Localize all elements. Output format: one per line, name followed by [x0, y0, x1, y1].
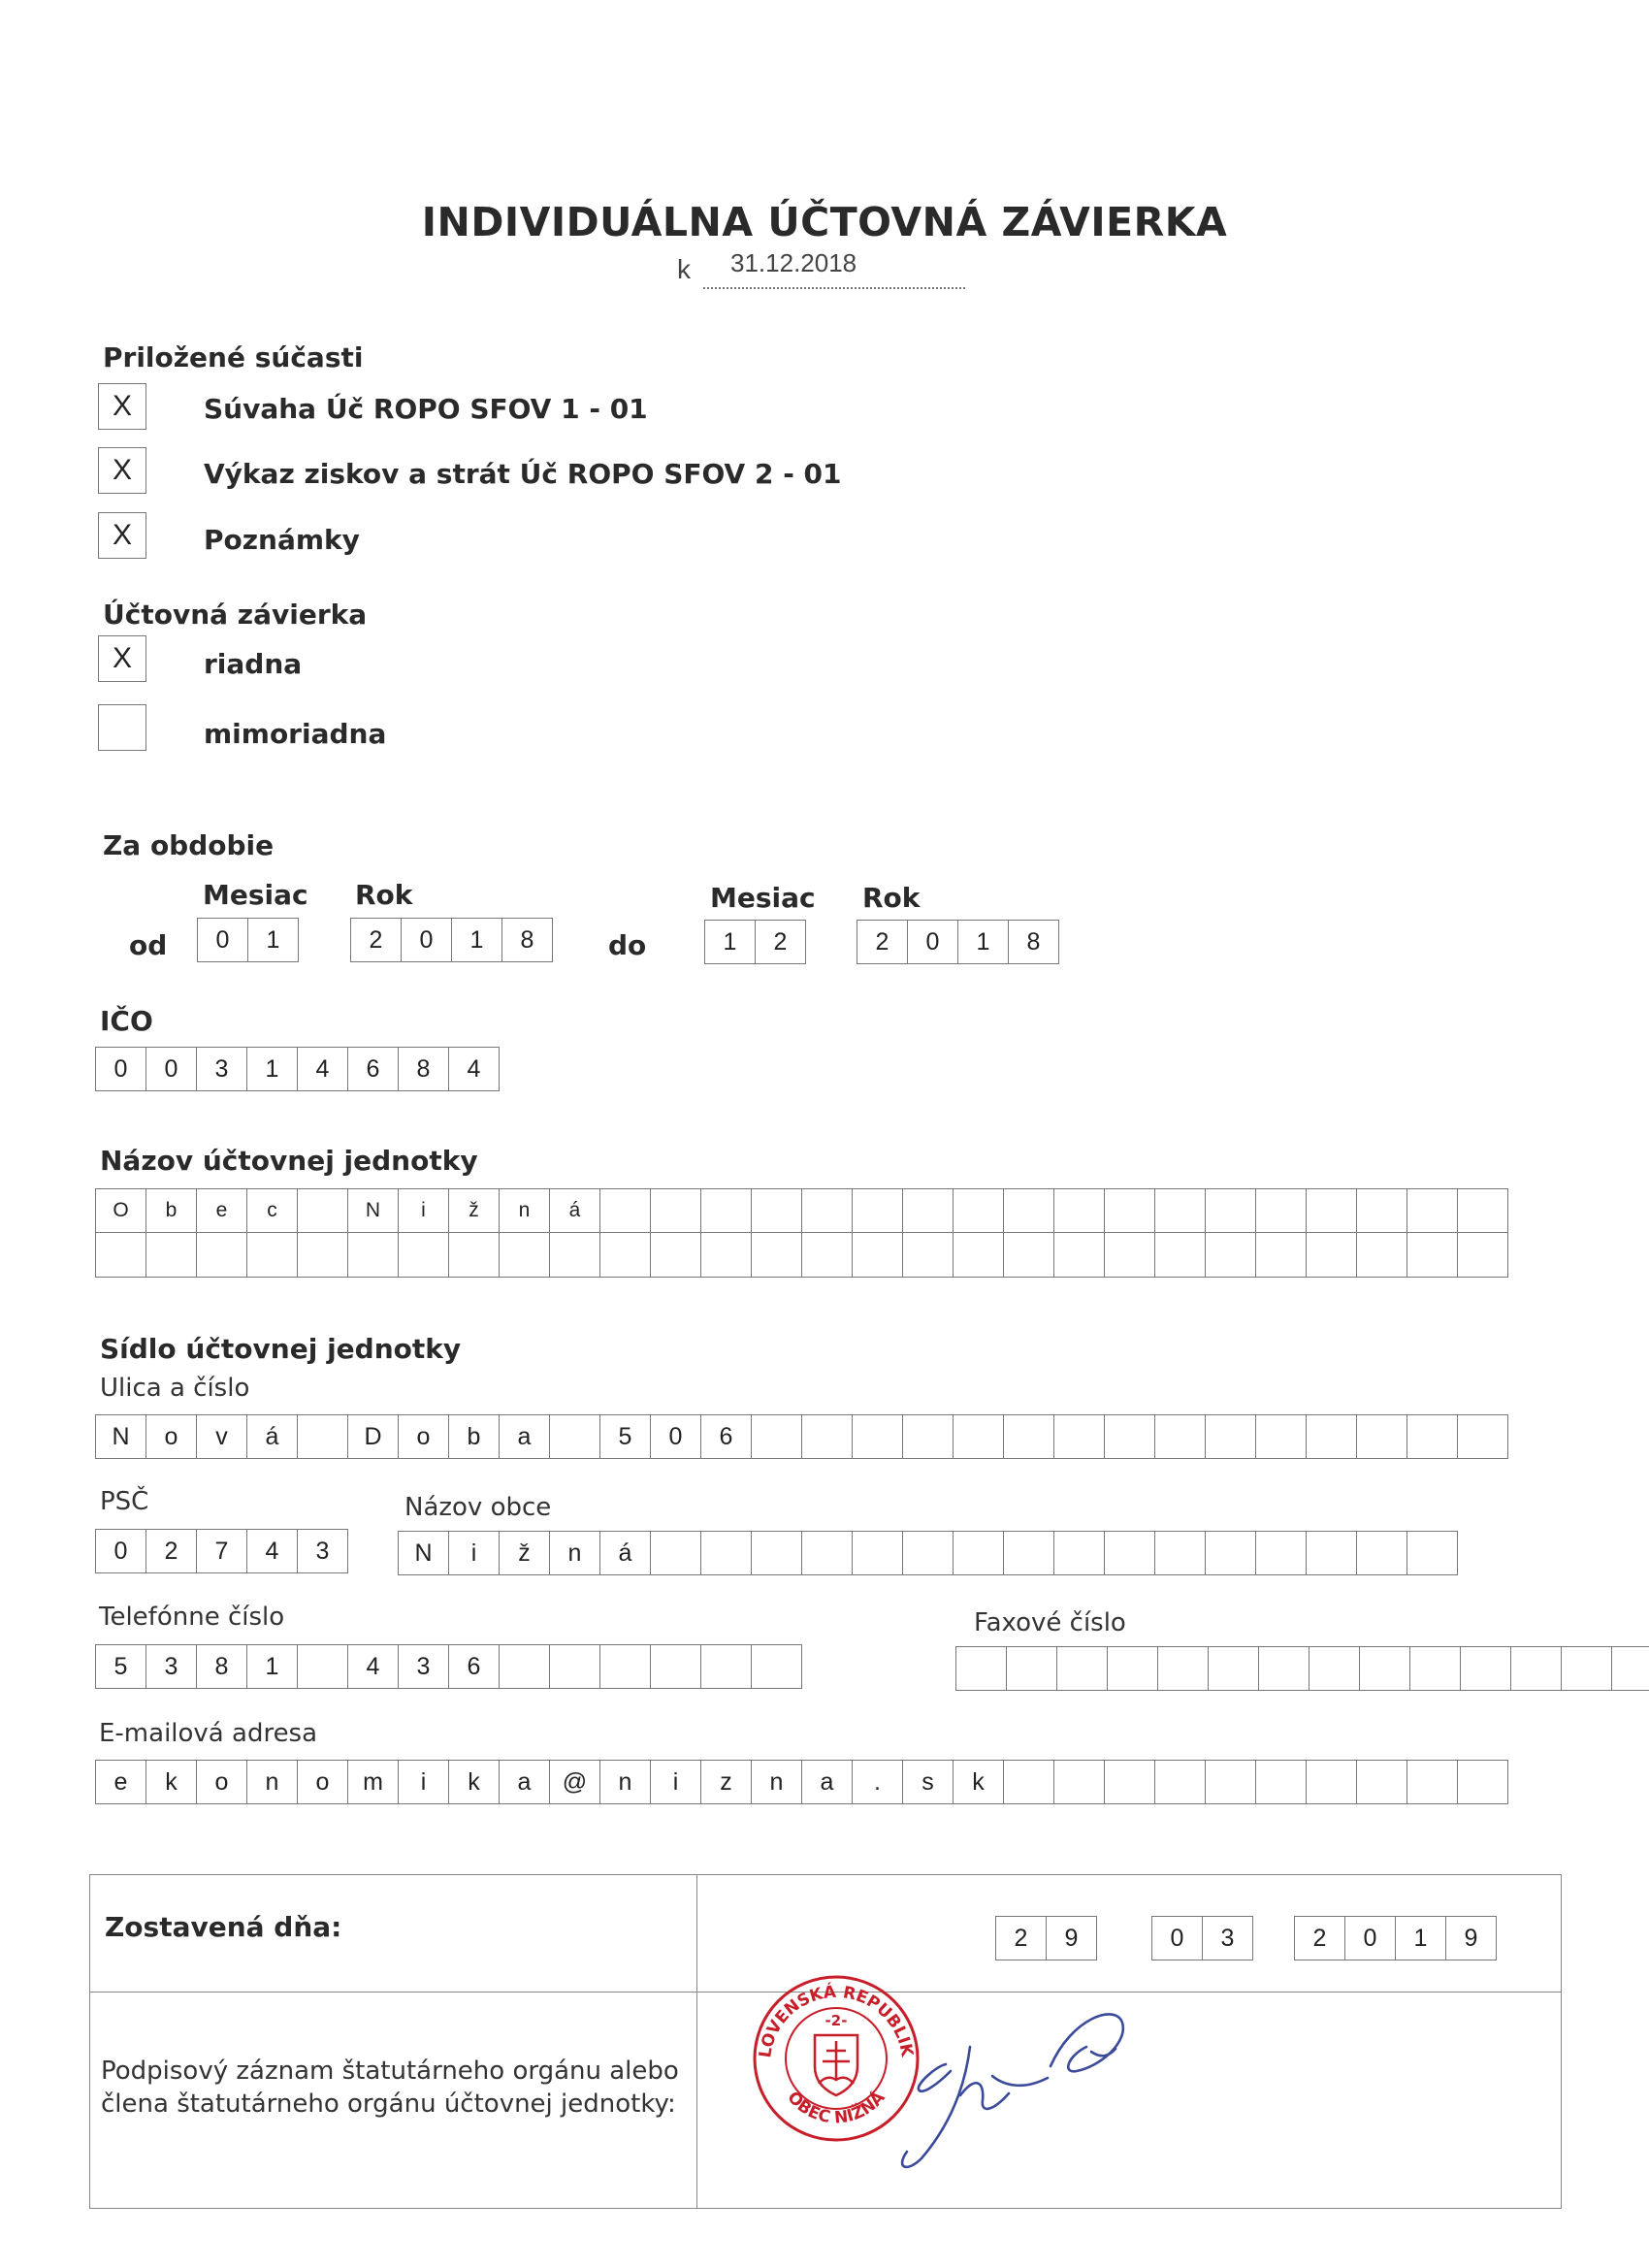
from-month-field[interactable] — [197, 918, 299, 962]
char-cell — [1054, 1233, 1105, 1278]
digit-cell: 8 — [1009, 920, 1059, 964]
digit-cell: 0 — [402, 918, 452, 962]
char-cell: a — [500, 1414, 550, 1459]
fax-label: Faxové číslo — [974, 1608, 1126, 1637]
char-cell — [1004, 1188, 1054, 1233]
char-cell — [1155, 1414, 1206, 1459]
char-cell — [1307, 1233, 1357, 1278]
char-cell: á — [600, 1531, 651, 1575]
char-cell: 7 — [197, 1529, 247, 1573]
notes-checkbox[interactable]: X — [98, 512, 146, 559]
entity-name-label: Názov účtovnej jednotky — [100, 1145, 478, 1177]
char-cell: i — [449, 1531, 500, 1575]
date-prefix: k — [677, 254, 691, 284]
char-cell: n — [247, 1760, 298, 1804]
char-cell — [1206, 1760, 1256, 1804]
char-cell: b — [146, 1188, 197, 1233]
char-cell: 5 — [600, 1414, 651, 1459]
char-cell — [1407, 1531, 1458, 1575]
char-cell: e — [197, 1188, 247, 1233]
char-cell — [651, 1233, 701, 1278]
char-cell: ž — [449, 1188, 500, 1233]
char-cell — [1407, 1760, 1458, 1804]
char-cell: n — [752, 1760, 802, 1804]
extraordinary-label: mimoriadna — [204, 718, 387, 750]
char-cell: 8 — [399, 1047, 449, 1091]
char-cell — [1458, 1188, 1508, 1233]
char-cell — [1105, 1188, 1155, 1233]
char-cell — [1004, 1531, 1054, 1575]
char-cell — [1357, 1760, 1407, 1804]
char-cell: k — [954, 1760, 1004, 1804]
from-month-label: Mesiac — [203, 879, 308, 911]
char-cell — [954, 1531, 1004, 1575]
char-cell — [1004, 1233, 1054, 1278]
to-month-field[interactable] — [704, 920, 806, 964]
balance-sheet-label: Súvaha Úč ROPO SFOV 1 - 01 — [204, 393, 648, 425]
char-cell: a — [802, 1760, 853, 1804]
char-cell — [1360, 1646, 1410, 1691]
char-cell: 6 — [348, 1047, 399, 1091]
char-cell: 2 — [146, 1529, 197, 1573]
extraordinary-checkbox[interactable] — [98, 704, 146, 751]
char-cell — [399, 1233, 449, 1278]
statement-type-heading: Účtovná závierka — [103, 599, 368, 631]
char-cell: n — [600, 1760, 651, 1804]
char-cell — [1054, 1188, 1105, 1233]
notes-label: Poznámky — [204, 524, 360, 556]
char-cell — [1105, 1531, 1155, 1575]
digit-cell: 1 — [248, 918, 299, 962]
char-cell — [1155, 1760, 1206, 1804]
compiled-month-field[interactable] — [1151, 1916, 1253, 1960]
char-cell — [550, 1414, 600, 1459]
char-cell: 0 — [651, 1414, 701, 1459]
char-cell: N — [96, 1414, 146, 1459]
char-cell: e — [96, 1760, 146, 1804]
char-cell: o — [146, 1414, 197, 1459]
fax-field[interactable] — [955, 1646, 1649, 1691]
from-year-label: Rok — [355, 879, 413, 911]
regular-label: riadna — [204, 648, 303, 680]
address-heading: Sídlo účtovnej jednotky — [100, 1333, 462, 1365]
from-label: od — [129, 929, 168, 961]
char-cell: 8 — [197, 1644, 247, 1689]
char-cell — [1054, 1531, 1105, 1575]
compiled-day-field[interactable] — [995, 1916, 1097, 1960]
char-cell: i — [399, 1188, 449, 1233]
digit-cell: 0 — [1345, 1916, 1396, 1960]
entity-name-row-1[interactable] — [95, 1188, 1508, 1233]
char-cell: 4 — [247, 1529, 298, 1573]
char-cell — [802, 1188, 853, 1233]
char-cell — [146, 1233, 197, 1278]
char-cell — [1108, 1646, 1158, 1691]
char-cell: á — [550, 1188, 600, 1233]
postal-code-label: PSČ — [100, 1487, 149, 1516]
frame-divider-vertical — [696, 1874, 697, 2209]
char-cell — [1007, 1646, 1057, 1691]
char-cell: b — [449, 1414, 500, 1459]
char-cell — [500, 1233, 550, 1278]
char-cell — [1410, 1646, 1461, 1691]
char-cell — [903, 1233, 954, 1278]
char-cell — [247, 1233, 298, 1278]
char-cell: 4 — [449, 1047, 500, 1091]
street-label: Ulica a číslo — [100, 1374, 250, 1403]
ico-field[interactable] — [95, 1047, 500, 1091]
char-cell — [1562, 1646, 1612, 1691]
char-cell: D — [348, 1414, 399, 1459]
svg-text:SLOVENSKÁ REPUBLIKA: LOVENSKÁ REPUBLIK — [756, 1982, 917, 2059]
char-cell — [651, 1531, 701, 1575]
char-cell — [1357, 1531, 1407, 1575]
attached-heading: Priložené súčasti — [103, 341, 364, 373]
char-cell: 0 — [96, 1529, 146, 1573]
char-cell — [651, 1644, 701, 1689]
char-cell — [1458, 1233, 1508, 1278]
income-statement-label: Výkaz ziskov a strát Úč ROPO SFOV 2 - 01 — [204, 458, 842, 490]
char-cell — [449, 1233, 500, 1278]
char-cell — [298, 1233, 348, 1278]
char-cell — [600, 1644, 651, 1689]
char-cell: N — [348, 1188, 399, 1233]
char-cell — [1407, 1188, 1458, 1233]
char-cell — [1407, 1414, 1458, 1459]
handwritten-signature — [878, 1989, 1169, 2187]
svg-text:-2-: -2- — [824, 2012, 848, 2029]
char-cell — [298, 1644, 348, 1689]
char-cell — [1357, 1188, 1407, 1233]
char-cell — [1105, 1233, 1155, 1278]
email-label: E-mailová adresa — [99, 1719, 318, 1748]
char-cell — [298, 1188, 348, 1233]
phone-label: Telefónne číslo — [99, 1603, 285, 1632]
char-cell: 0 — [146, 1047, 197, 1091]
digit-cell: 1 — [452, 918, 502, 962]
char-cell — [1511, 1646, 1562, 1691]
char-cell: o — [197, 1760, 247, 1804]
char-cell: á — [247, 1414, 298, 1459]
char-cell: s — [903, 1760, 954, 1804]
char-cell — [1155, 1233, 1206, 1278]
digit-cell: 2 — [1295, 1916, 1345, 1960]
char-cell — [1105, 1760, 1155, 1804]
char-cell — [701, 1188, 752, 1233]
char-cell: 4 — [298, 1047, 348, 1091]
phone-field[interactable] — [95, 1644, 802, 1689]
char-cell — [752, 1531, 802, 1575]
char-cell — [903, 1531, 954, 1575]
digit-cell: 0 — [908, 920, 958, 964]
char-cell — [1105, 1414, 1155, 1459]
statement-date: 31.12.2018 — [703, 248, 965, 289]
signature-label — [101, 2055, 679, 2121]
char-cell — [1206, 1531, 1256, 1575]
balance-sheet-checkbox[interactable]: X — [98, 383, 146, 430]
char-cell: 6 — [701, 1414, 752, 1459]
digit-cell: 1 — [705, 920, 756, 964]
char-cell: 3 — [399, 1644, 449, 1689]
city-field[interactable] — [398, 1531, 1458, 1575]
char-cell — [802, 1233, 853, 1278]
char-cell: 1 — [247, 1047, 298, 1091]
digit-cell: 2 — [996, 1916, 1047, 1960]
char-cell — [1307, 1188, 1357, 1233]
char-cell — [600, 1233, 651, 1278]
char-cell — [550, 1644, 600, 1689]
char-cell — [1256, 1414, 1307, 1459]
char-cell — [853, 1531, 903, 1575]
char-cell — [853, 1188, 903, 1233]
char-cell — [1057, 1646, 1108, 1691]
char-cell — [752, 1644, 802, 1689]
char-cell — [1357, 1233, 1407, 1278]
char-cell: a — [500, 1760, 550, 1804]
ico-label: IČO — [100, 1005, 153, 1037]
postal-code-field[interactable] — [95, 1529, 348, 1573]
char-cell — [1307, 1531, 1357, 1575]
char-cell — [1458, 1414, 1508, 1459]
street-field[interactable] — [95, 1414, 1508, 1459]
signature-label-line-2: člena štatutárneho orgánu účtovnej jednotky: — [101, 2090, 676, 2119]
char-cell — [1256, 1531, 1307, 1575]
char-cell — [1307, 1760, 1357, 1804]
char-cell: n — [550, 1531, 600, 1575]
char-cell: 4 — [348, 1644, 399, 1689]
char-cell — [1256, 1188, 1307, 1233]
regular-checkbox[interactable]: X — [98, 635, 146, 682]
char-cell — [954, 1233, 1004, 1278]
char-cell — [1307, 1414, 1357, 1459]
char-cell — [802, 1531, 853, 1575]
period-heading: Za obdobie — [103, 829, 275, 861]
char-cell: O — [96, 1188, 146, 1233]
char-cell: 3 — [298, 1529, 348, 1573]
char-cell — [1155, 1531, 1206, 1575]
from-year-field[interactable] — [350, 918, 553, 962]
char-cell: m — [348, 1760, 399, 1804]
char-cell — [500, 1644, 550, 1689]
digit-cell: 1 — [958, 920, 1009, 964]
to-label: do — [608, 929, 647, 961]
char-cell: ž — [500, 1531, 550, 1575]
char-cell: 3 — [146, 1644, 197, 1689]
char-cell: o — [298, 1760, 348, 1804]
char-cell — [1256, 1233, 1307, 1278]
char-cell: 3 — [197, 1047, 247, 1091]
char-cell — [1054, 1760, 1105, 1804]
email-field[interactable] — [95, 1760, 1508, 1804]
char-cell: . — [853, 1760, 903, 1804]
char-cell — [903, 1188, 954, 1233]
to-year-label: Rok — [862, 882, 921, 914]
char-cell — [1256, 1760, 1307, 1804]
char-cell: o — [399, 1414, 449, 1459]
char-cell — [651, 1188, 701, 1233]
char-cell — [954, 1188, 1004, 1233]
char-cell: 1 — [247, 1644, 298, 1689]
char-cell: i — [651, 1760, 701, 1804]
char-cell — [1054, 1414, 1105, 1459]
char-cell — [1310, 1646, 1360, 1691]
char-cell — [752, 1233, 802, 1278]
char-cell — [1155, 1188, 1206, 1233]
char-cell — [96, 1233, 146, 1278]
char-cell — [197, 1233, 247, 1278]
digit-cell: 2 — [857, 920, 908, 964]
char-cell — [1206, 1414, 1256, 1459]
char-cell: c — [247, 1188, 298, 1233]
char-cell: i — [399, 1760, 449, 1804]
char-cell — [1407, 1233, 1458, 1278]
digit-cell: 2 — [351, 918, 402, 962]
char-cell: z — [701, 1760, 752, 1804]
char-cell: 0 — [96, 1047, 146, 1091]
char-cell: k — [449, 1760, 500, 1804]
char-cell — [1206, 1233, 1256, 1278]
char-cell — [853, 1233, 903, 1278]
char-cell — [1158, 1646, 1209, 1691]
char-cell — [1458, 1760, 1508, 1804]
char-cell — [298, 1414, 348, 1459]
char-cell — [701, 1233, 752, 1278]
char-cell — [802, 1414, 853, 1459]
char-cell — [600, 1188, 651, 1233]
to-year-field[interactable] — [857, 920, 1059, 964]
digit-cell: 2 — [756, 920, 806, 964]
char-cell — [1612, 1646, 1649, 1691]
char-cell: @ — [550, 1760, 600, 1804]
char-cell — [956, 1646, 1007, 1691]
svg-text:OBEC NIŽNÁ: OBEC NIŽNÁ — [783, 2088, 889, 2128]
char-cell — [1209, 1646, 1259, 1691]
entity-name-row-2[interactable] — [95, 1233, 1508, 1278]
char-cell — [1004, 1760, 1054, 1804]
char-cell — [550, 1233, 600, 1278]
char-cell — [903, 1414, 954, 1459]
digit-cell: 1 — [1396, 1916, 1446, 1960]
char-cell — [348, 1233, 399, 1278]
char-cell — [1461, 1646, 1511, 1691]
char-cell — [853, 1414, 903, 1459]
income-statement-checkbox[interactable]: X — [98, 447, 146, 494]
compiled-label: Zostavená dňa: — [105, 1911, 342, 1943]
city-label: Názov obce — [404, 1493, 552, 1522]
to-month-label: Mesiac — [710, 882, 816, 914]
char-cell — [752, 1188, 802, 1233]
char-cell: 5 — [96, 1644, 146, 1689]
char-cell: 6 — [449, 1644, 500, 1689]
char-cell — [1259, 1646, 1310, 1691]
digit-cell: 0 — [198, 918, 248, 962]
digit-cell: 9 — [1047, 1916, 1097, 1960]
char-cell — [701, 1644, 752, 1689]
document-title: INDIVIDUÁLNA ÚČTOVNÁ ZÁVIERKA — [421, 199, 1228, 245]
signature-label-line-1: Podpisový záznam štatutárneho orgánu alebo — [101, 2057, 679, 2086]
char-cell — [1206, 1188, 1256, 1233]
char-cell: v — [197, 1414, 247, 1459]
digit-cell: 3 — [1203, 1916, 1253, 1960]
char-cell: n — [500, 1188, 550, 1233]
char-cell: k — [146, 1760, 197, 1804]
digit-cell: 9 — [1446, 1916, 1497, 1960]
compiled-year-field[interactable] — [1294, 1916, 1497, 1960]
char-cell — [701, 1531, 752, 1575]
char-cell — [954, 1414, 1004, 1459]
digit-cell: 8 — [502, 918, 553, 962]
char-cell — [1357, 1414, 1407, 1459]
char-cell — [1004, 1414, 1054, 1459]
char-cell: N — [399, 1531, 449, 1575]
char-cell — [752, 1414, 802, 1459]
digit-cell: 0 — [1152, 1916, 1203, 1960]
